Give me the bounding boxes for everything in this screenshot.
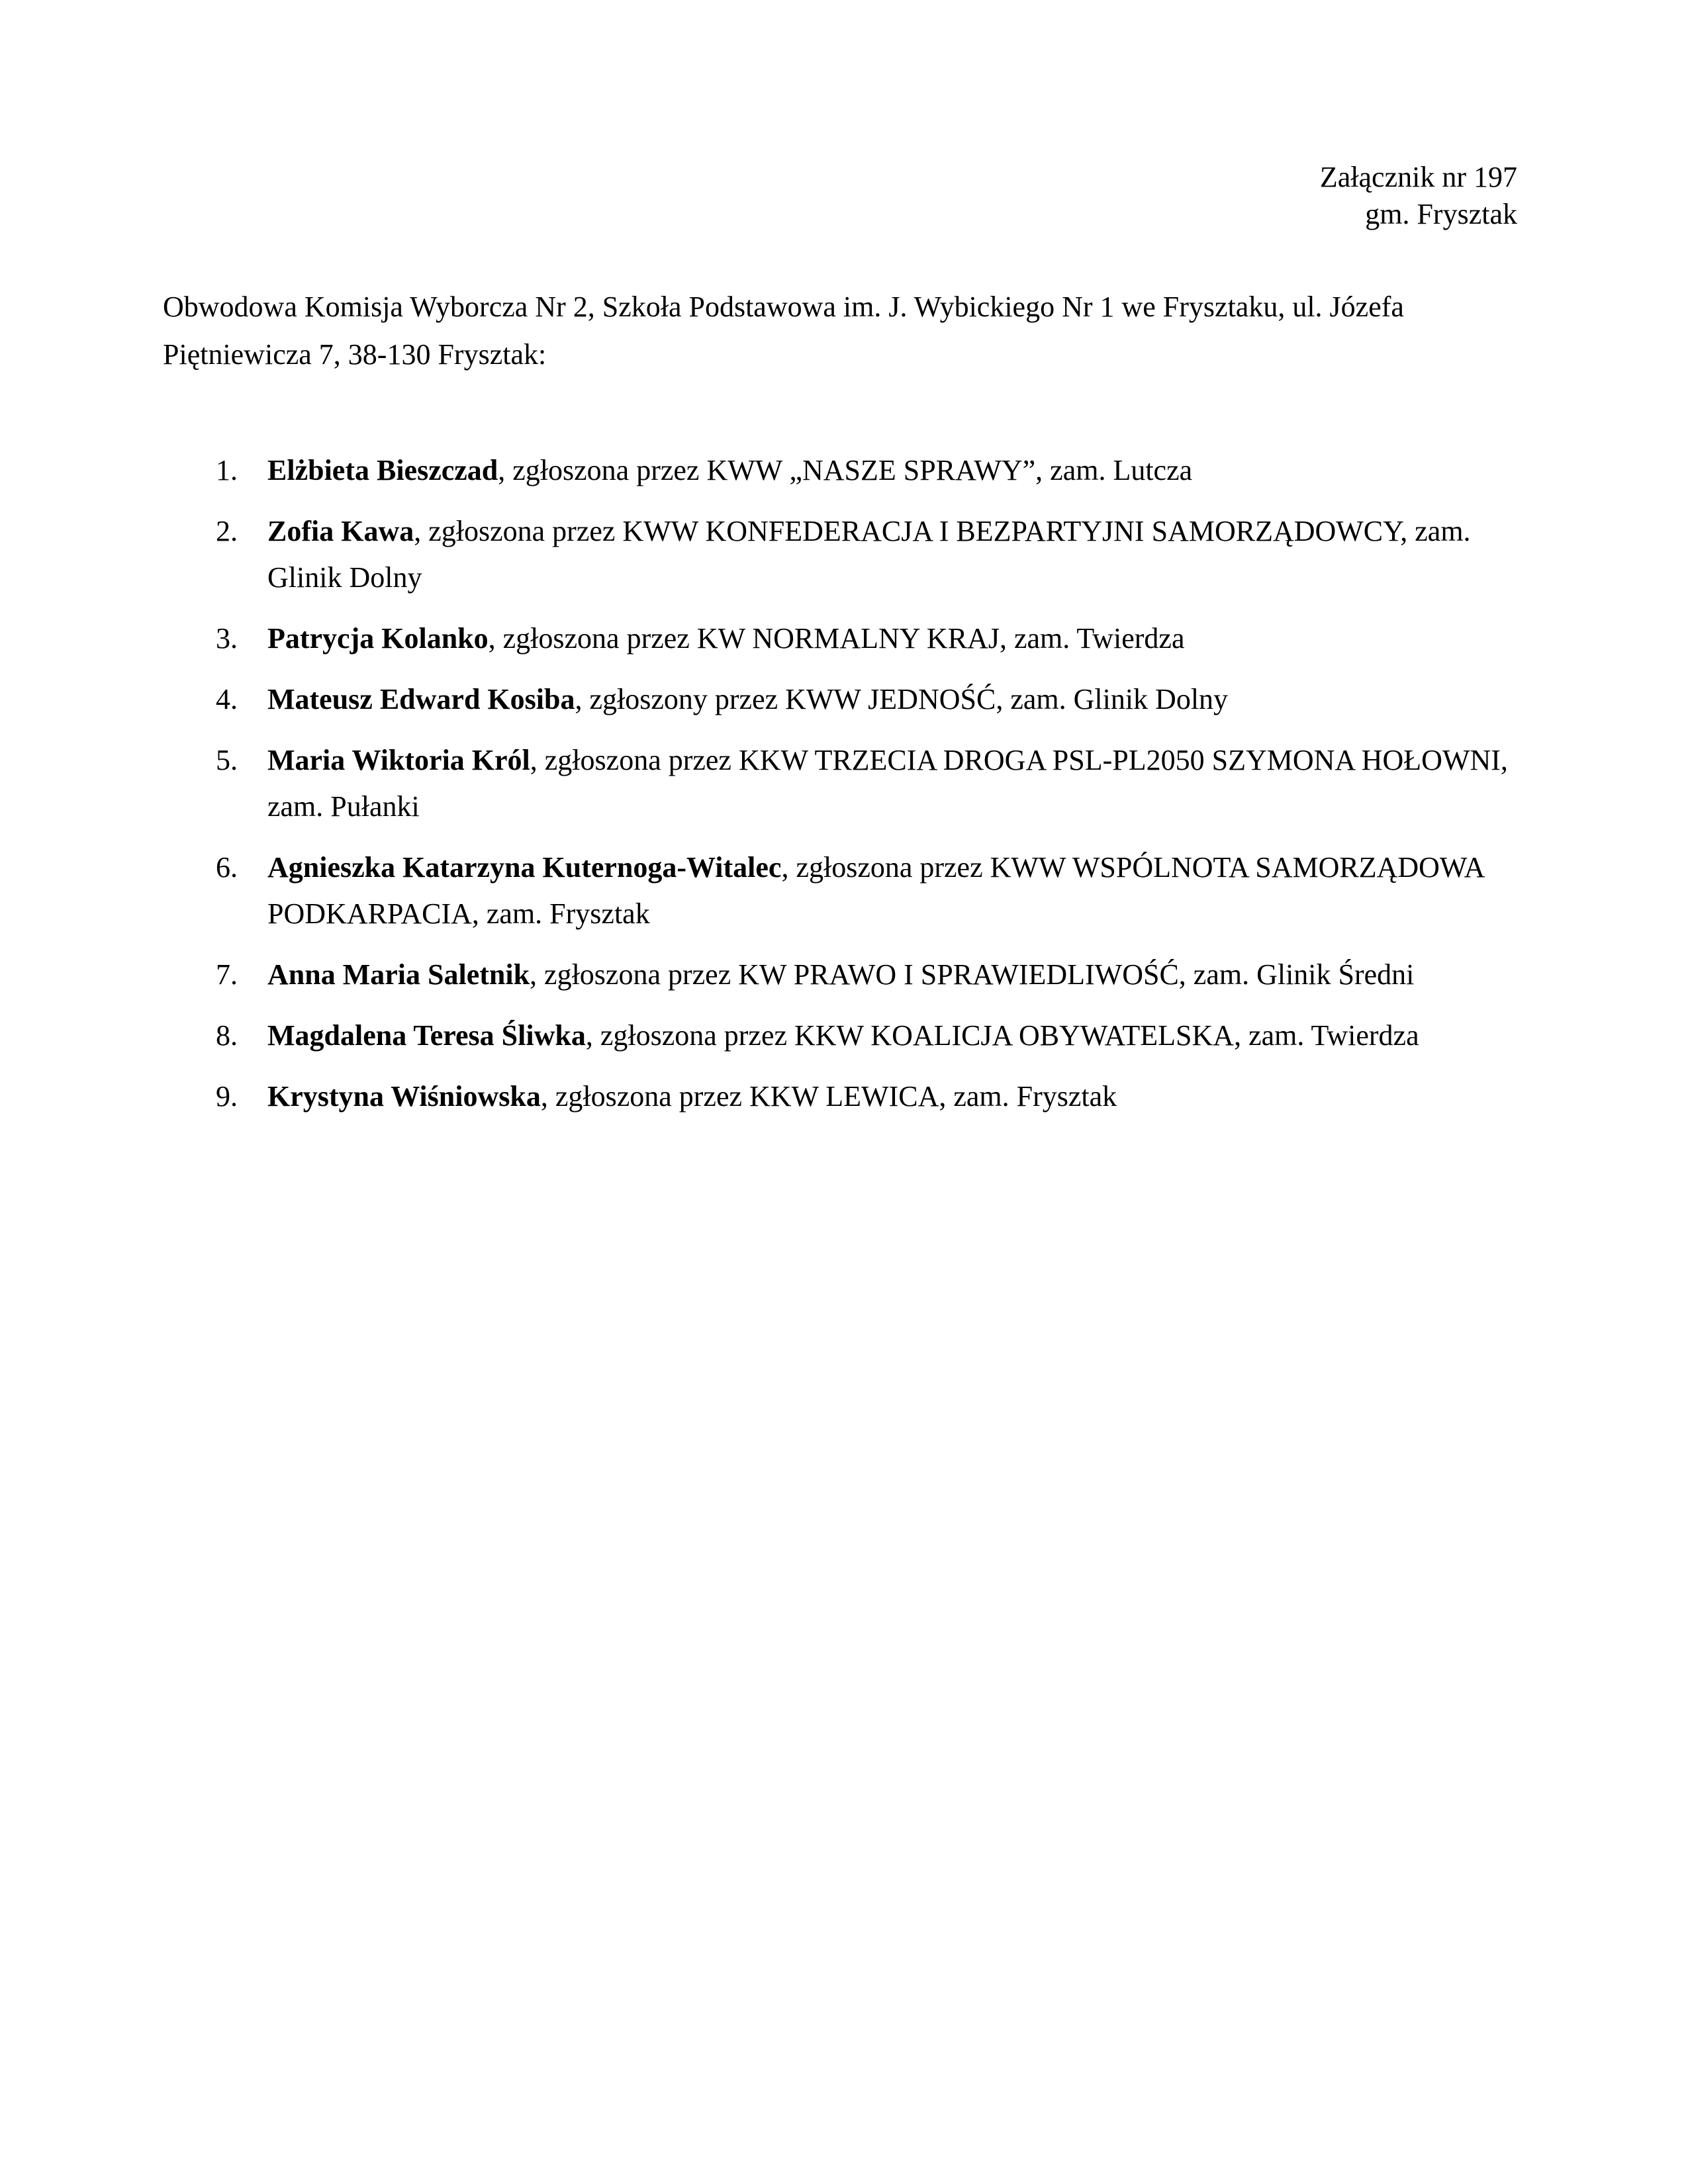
member-details: , zgłoszona przez KW PRAWO I SPRAWIEDLIWOŚĆ, zam. Glinik Średni — [530, 958, 1415, 991]
member-name: Zofia Kawa — [267, 515, 414, 547]
member-name: Mateusz Edward Kosiba — [267, 683, 575, 715]
list-item — [163, 676, 1526, 723]
list-item-number: 7. — [216, 958, 238, 991]
commission-description: Obwodowa Komisja Wyborcza Nr 2, Szkoła Podstawowa im. J. Wybickiego Nr 1 we Frysztaku, ul. Józefa Piętniewicza 7, 38-130 Frysztak: — [163, 291, 1404, 371]
member-details: , zgłoszona przez KKW TRZECIA DROGA PSL-PL2050 SZYMONA HOŁOWNI, zam. Pułanki — [267, 744, 1508, 823]
list-item — [163, 508, 1526, 601]
member-name: Agnieszka Katarzyna Kuternoga-Witalec — [267, 851, 782, 884]
member-details: , zgłoszony przez KWW JEDNOŚĆ, zam. Glinik Dolny — [575, 683, 1229, 715]
member-name: Krystyna Wiśniowska — [267, 1080, 541, 1113]
member-details: , zgłoszona przez KKW LEWICA, zam. Frysztak — [540, 1080, 1117, 1113]
member-name: Anna Maria Saletnik — [267, 958, 530, 991]
member-name: Elżbieta Bieszczad — [267, 454, 498, 486]
member-details: , zgłoszona przez KW NORMALNY KRAJ, zam. Twierdza — [488, 622, 1185, 655]
list-item — [163, 615, 1526, 662]
municipality-name: gm. Frysztak — [1365, 198, 1517, 230]
list-item — [163, 844, 1526, 937]
member-details: , zgłoszona przez KWW KONFEDERACJA I BEZPARTYJNI SAMORZĄDOWCY, zam. Glinik Dolny — [267, 515, 1471, 594]
list-item-number: 8. — [216, 1019, 238, 1052]
member-details: , zgłoszona przez KKW KOALICJA OBYWATELSKA, zam. Twierdza — [585, 1019, 1419, 1052]
member-name: Maria Wiktoria Król — [267, 744, 530, 776]
list-item-number: 4. — [216, 683, 238, 715]
member-list — [163, 447, 1526, 1134]
member-details: , zgłoszona przez KWW „NASZE SPRAWY”, zam. Lutcza — [498, 454, 1193, 486]
attachment-header — [1320, 159, 1517, 233]
list-item — [163, 1073, 1526, 1120]
list-item-number: 6. — [216, 851, 238, 884]
member-name: Magdalena Teresa Śliwka — [267, 1019, 586, 1052]
list-item-number: 9. — [216, 1080, 238, 1113]
list-item-number: 2. — [216, 515, 238, 547]
list-item — [163, 737, 1526, 830]
list-item-number: 5. — [216, 744, 238, 776]
member-details: , zgłoszona przez KWW WSPÓLNOTA SAMORZĄDOWA PODKARPACIA, zam. Frysztak — [267, 851, 1483, 930]
list-item-number: 1. — [216, 454, 238, 486]
list-item — [163, 952, 1526, 998]
list-item-number: 3. — [216, 622, 238, 655]
list-item — [163, 447, 1526, 494]
attachment-number: Załącznik nr 197 — [1319, 161, 1517, 193]
member-name: Patrycja Kolanko — [267, 622, 489, 655]
list-item — [163, 1013, 1526, 1059]
